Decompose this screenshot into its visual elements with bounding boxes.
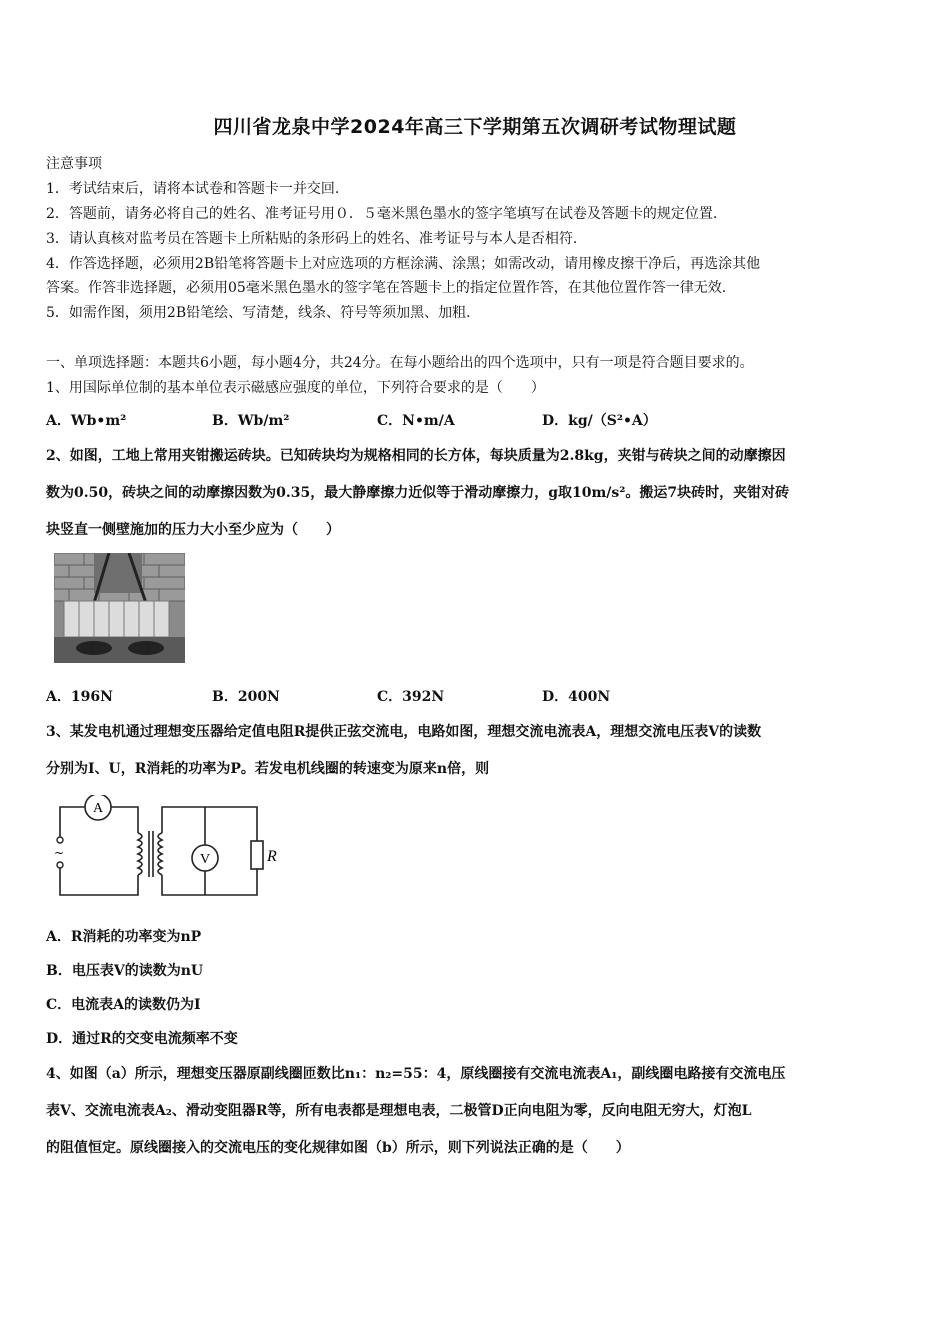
resistor-label: R (267, 848, 277, 865)
q1-option-c: C．N•m/A (377, 413, 455, 429)
source-label: ~ (54, 846, 65, 860)
question-2-line: 2、如图，工地上常用夹钳搬运砖块。已知砖块均为规格相同的长方体，每块质量为2.8kg，夹钳与砖块之间的动摩擦因 (46, 448, 786, 464)
question-2-line: 数为0.50，砖块之间的动摩擦因数为0.35，最大静摩擦力近似等于滑动摩擦力，g取10m/s²。搬运7块砖时，夹钳对砖 (46, 485, 790, 501)
q3-option-d: D．通过R的交变电流频率不变 (46, 1031, 238, 1047)
question-3-line: 3、某发电机通过理想变压器给定值电阻R提供正弦交流电，电路如图，理想交流电流表A，理想交流电压表V的读数 (46, 724, 762, 740)
q1-option-d: D．kg/（S²•A） (542, 413, 657, 429)
q2-option-a: A．196N (46, 689, 113, 705)
question-4-line: 表V、交流电流表A₂、滑动变阻器R等，所有电表都是理想电表，二极管D正向电阻为零，反向电阻无穷大，灯泡L (46, 1103, 752, 1119)
q3-option-a: A．R消耗的功率变为nP (46, 929, 202, 945)
brick-clamp-photo (54, 553, 185, 663)
q2-option-b: B．200N (212, 689, 280, 705)
q3-option-c: C．电流表A的读数仍为I (46, 997, 201, 1013)
notice-item: 5．如需作图，须用2B铅笔绘、写清楚，线条、符号等须加黑、加粗. (46, 305, 471, 321)
notice-item: 3．请认真核对监考员在答题卡上所粘贴的条形码上的姓名、准考证号与本人是否相符. (46, 231, 578, 247)
question-1-stem: 1、用国际单位制的基本单位表示磁感应强度的单位，下列符合要求的是（ ） (46, 380, 545, 396)
section-heading: 一、单项选择题：本题共6小题，每小题4分，共24分。在每小题给出的四个选项中，只有一项是符合题目要求的。 (46, 355, 754, 371)
notice-item: 4．作答选择题，必须用2B铅笔将答题卡上对应选项的方框涂满、涂黑；如需改动，请用橡皮擦干净后，再选涂其他 (46, 256, 761, 272)
question-3-line: 分别为I、U，R消耗的功率为P。若发电机线圈的转速变为原来n倍，则 (46, 761, 490, 777)
notice-item: 1．考试结束后，请将本试卷和答题卡一并交回. (46, 181, 340, 197)
ammeter-label: A (92, 801, 104, 816)
notice-item: 答案。作答非选择题，必须用05毫米黑色墨水的签字笔在答题卡上的指定位置作答，在其他位置作答一律无效. (46, 280, 727, 296)
transformer-circuit-diagram (52, 795, 280, 901)
q1-option-b: B．Wb/m² (212, 413, 290, 429)
q3-option-b: B．电压表V的读数为nU (46, 963, 204, 979)
page-title: 四川省龙泉中学2024年高三下学期第五次调研考试物理试题 (213, 116, 737, 138)
q2-option-c: C．392N (377, 689, 445, 705)
notice-heading: 注意事项 (46, 156, 102, 172)
question-4-line: 4、如图（a）所示，理想变压器原副线圈匝数比n₁：n₂=55：4，原线圈接有交流电流表A₁，副线圈电路接有交流电压 (46, 1066, 786, 1082)
voltmeter-label: V (199, 852, 211, 867)
q2-option-d: D．400N (542, 689, 611, 705)
q1-option-a: A．Wb•m² (46, 413, 127, 429)
question-4-line: 的阻值恒定。原线圈接入的交流电压的变化规律如图（b）所示，则下列说法正确的是（ ） (46, 1140, 630, 1156)
question-2-line: 块竖直一侧壁施加的压力大小至少应为（ ） (46, 522, 340, 538)
notice-item: 2．答题前，请务必将自己的姓名、准考证号用０．５毫米黑色墨水的签字笔填写在试卷及答题卡的规定位置. (46, 206, 718, 222)
